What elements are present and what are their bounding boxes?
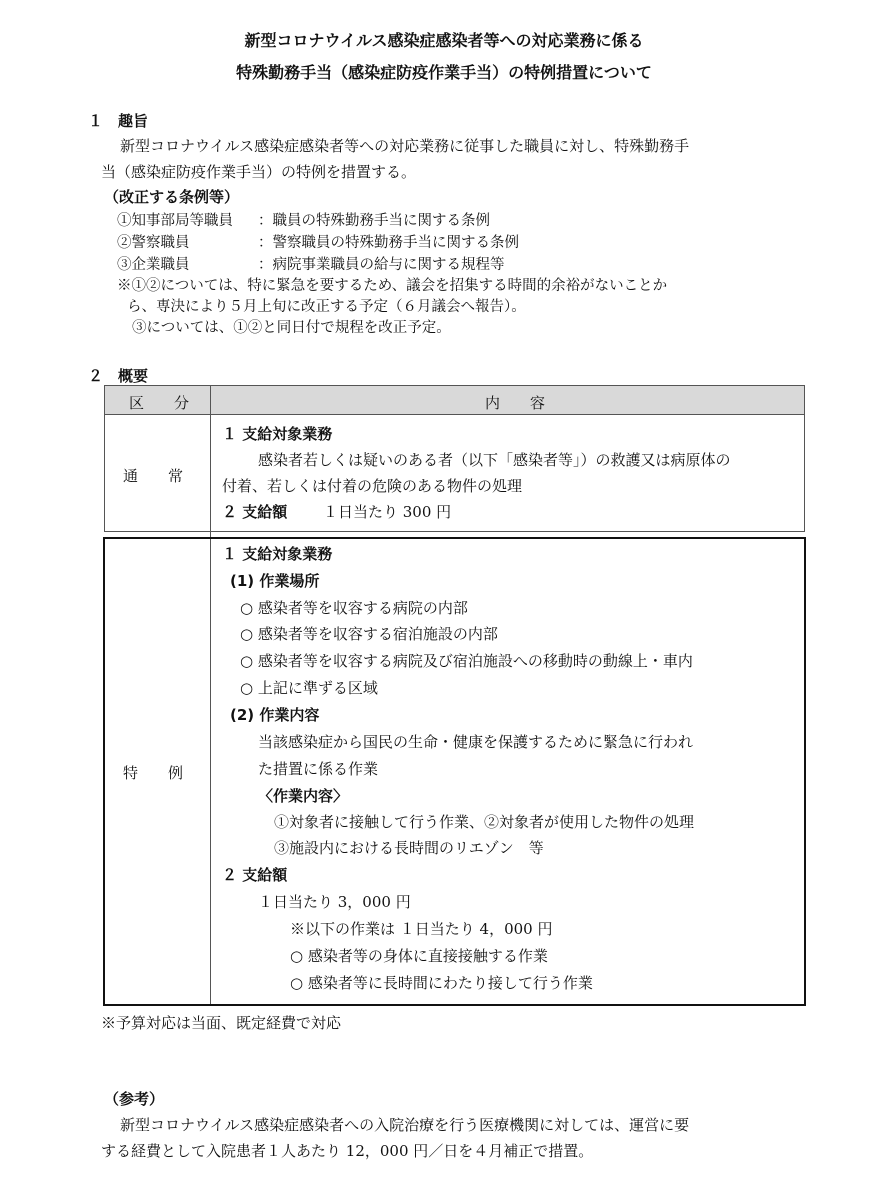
special-extra-item-1: ○ 感染者等の身体に直接接触する作業 [290, 947, 548, 965]
special-place-3: ○ 感染者等を収容する病院及び宿泊施設への移動時の動線上・車内 [240, 652, 693, 670]
normal-item1-title: １ 支給対象業務 [222, 425, 333, 443]
normal-row-label: 通常 [123, 467, 214, 485]
ordinance-label-2: ②警察職員 [117, 235, 190, 251]
ordinance-note-line-1: ※①②については、特に緊急を要するため、議会を招集する時間的余裕がないことか [117, 278, 668, 294]
special-place-2: ○ 感染者等を収容する宿泊施設の内部 [240, 625, 498, 643]
special-work-line-1: 当該感染症から国民の生命・健康を保護するために緊急に行われ [258, 733, 694, 751]
table-header-content: 内容 [485, 394, 576, 412]
special-work-item-2: ③施設内における長時間のリエゾン 等 [274, 839, 544, 857]
ordinance-value-2: ：警察職員の特殊勤務手当に関する条例 [258, 235, 519, 251]
page-title-line-2: 特殊勤務手当（感染症防疫作業手当）の特例措置について [236, 63, 652, 82]
special-work-title: (2) 作業内容 [230, 706, 320, 724]
special-extra-note: ※以下の作業は １日当たり 4，000 円 [290, 920, 553, 938]
ordinance-value-1: ：職員の特殊勤務手当に関する条例 [258, 213, 490, 229]
ordinances-heading: （改正する条例等） [104, 188, 240, 206]
ordinance-note-line-2: ら、専決により５月上旬に改正する予定（６月議会へ報告）。 [127, 299, 526, 315]
section1-paragraph-line-1: 新型コロナウイルス感染症感染者等への対応業務に従事した職員に対し、特殊勤務手 [120, 137, 690, 155]
reference-line-2: する経費として入院患者１人あたり 12，000 円／日を４月補正で措置。 [101, 1142, 594, 1160]
special-work-item-1: ①対象者に接触して行う作業、②対象者が使用した物件の処理 [274, 813, 695, 831]
reference-line-1: 新型コロナウイルス感染症感染者への入院治療を行う医療機関に対しては、運営に要 [120, 1116, 690, 1134]
reference-heading: （参考） [104, 1090, 165, 1108]
special-place-4: ○ 上記に準ずる区域 [240, 679, 378, 697]
section2-heading: ２ 概要 [88, 367, 149, 385]
special-place-1: ○ 感染者等を収容する病院の内部 [240, 599, 468, 617]
normal-item1-line-2: 付着、若しくは付着の危険のある物件の処理 [222, 477, 523, 495]
ordinance-label-1: ①知事部局等職員 [117, 213, 233, 229]
normal-item2-value: １日当たり 300 円 [323, 503, 452, 521]
normal-item1-line-1: 感染者若しくは疑いのある者（以下「感染者等」）の救護又は病原体の [258, 451, 731, 469]
ordinance-note-line-3: ③については、①②と同日付で規程を改正予定。 [132, 320, 451, 336]
special-row-label: 特例 [123, 764, 214, 782]
ordinance-value-3: ：病院事業職員の給与に関する規程等 [258, 257, 505, 273]
special-work-line-2: た措置に係る作業 [258, 760, 379, 778]
special-amount: １日当たり 3，000 円 [258, 893, 411, 911]
budget-note: ※予算対応は当面、既定経費で対応 [101, 1014, 342, 1032]
special-places-title: (1) 作業場所 [230, 572, 320, 590]
table-right-border [804, 385, 805, 531]
section1-paragraph-line-2: 当（感染症防疫作業手当）の特例を措置する。 [101, 163, 417, 181]
special-extra-item-2: ○ 感染者等に長時間にわたり接して行う作業 [290, 974, 593, 992]
section1-heading: １ 趣旨 [88, 112, 149, 130]
page-title-line-1: 新型コロナウイルス感染症感染者等への対応業務に係る [244, 31, 644, 50]
table-left-border [104, 385, 105, 531]
ordinance-label-3: ③企業職員 [117, 257, 190, 273]
special-work-sub-heading: 〈作業内容〉 [258, 787, 349, 805]
table-header-category: 区分 [129, 394, 220, 412]
special-item1-title: １ 支給対象業務 [222, 545, 333, 563]
normal-item2-title: ２ 支給額 [222, 503, 288, 521]
special-item2-title: ２ 支給額 [222, 866, 288, 884]
